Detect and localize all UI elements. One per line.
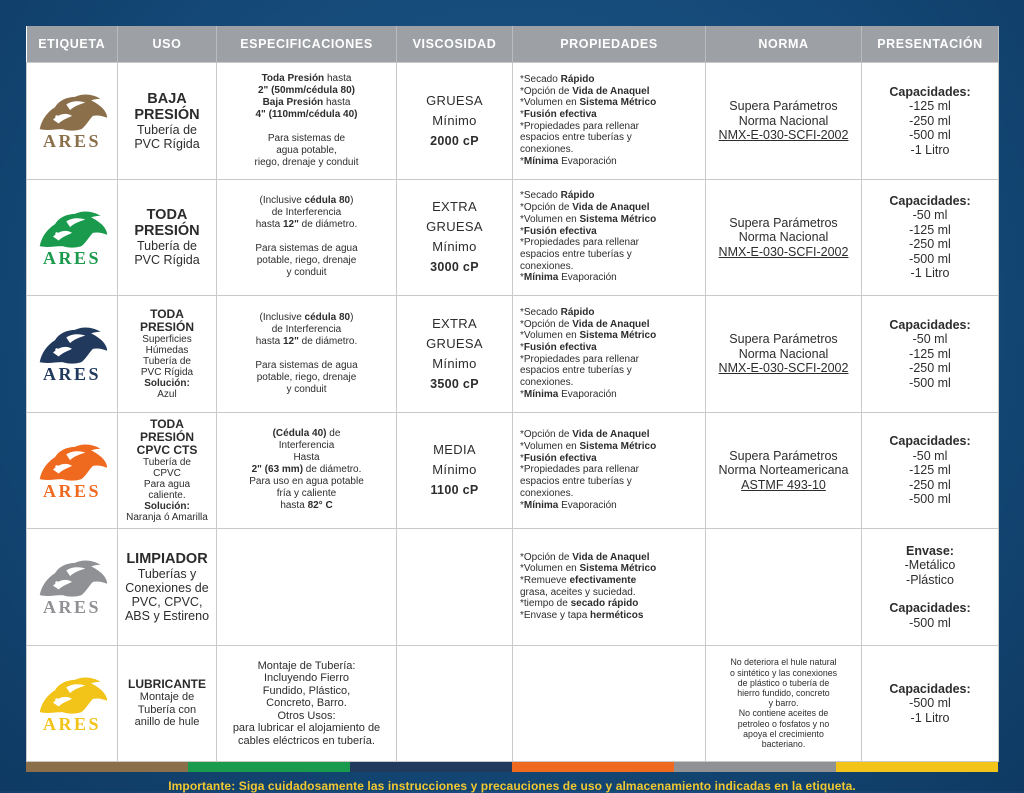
uso-title: PRESIÓN — [139, 319, 194, 334]
capacity-item: -500 ml — [909, 696, 951, 710]
brand-name: ARES — [42, 364, 101, 385]
label-cell — [27, 412, 118, 529]
spec-cell — [217, 412, 397, 529]
spec-line: hasta 82° C — [280, 500, 333, 512]
property-line: *Opción de Vida de Anaquel — [520, 429, 650, 441]
viscosity-min-label: Mínimo — [432, 355, 477, 371]
viscosity-cell — [397, 179, 513, 296]
uso-text: Para agua — [143, 478, 191, 490]
property-line: *Secado Rápido — [520, 306, 595, 318]
horse-head-icon — [34, 557, 110, 601]
norma-line: bacteriano. — [761, 738, 806, 749]
spec-line: 2" (63 mm) de diámetro. — [251, 464, 362, 476]
horse-head-icon — [34, 324, 110, 368]
capacity-item: -250 ml — [909, 113, 951, 128]
property-line: *Volumen en Sistema Métrico — [520, 213, 657, 225]
brand-name: ARES — [42, 247, 101, 268]
label-cell — [27, 63, 118, 180]
property-line: *Mínima Evaporación — [520, 155, 617, 167]
viscosity-type: EXTRA — [432, 315, 477, 331]
spec-line: Montaje de Tubería: — [257, 659, 356, 672]
capacity-item: -250 ml — [909, 477, 951, 492]
capacity-item: -125 ml — [909, 346, 951, 361]
container-item: -Metálico — [904, 558, 956, 572]
capacity-item: -1 Litro — [910, 710, 950, 725]
uso-cell — [118, 529, 217, 646]
uso-text: Tubería de — [137, 122, 197, 137]
label-cell — [27, 179, 118, 296]
uso-title: PRESIÓN — [139, 429, 194, 444]
footer-note: Importante: Siga cuidadosamente las instrucciones y precauciones de uso y almacenamiento indicadas en la etiqueta. — [168, 779, 856, 793]
capacity-item: -50 ml — [912, 448, 948, 463]
horse-head-icon — [34, 674, 110, 718]
uso-text: PVC, CPVC, — [131, 594, 203, 609]
label-cell — [27, 529, 118, 646]
norma-line: No deteriora el hule natural — [730, 657, 837, 668]
ares-logo-green — [27, 208, 117, 267]
property-line: *Mínima Evaporación — [520, 272, 617, 284]
viscosity-min-label: Mínimo — [432, 112, 477, 128]
spec-line: Para sistemas de — [267, 132, 346, 144]
spec-line: potable, riego, drenaje — [256, 255, 357, 267]
property-line: *Volumen en Sistema Métrico — [520, 563, 657, 575]
label-cell — [27, 296, 118, 413]
uso-text: Montaje de — [139, 691, 195, 703]
property-line: *Fusión efectiva — [520, 225, 597, 237]
presentation-cell — [862, 179, 999, 296]
norma-line: Supera Parámetros — [729, 448, 838, 463]
capacity-item: -50 ml — [912, 208, 948, 223]
viscosity-value: 3500 cP — [430, 376, 479, 391]
stripe-brown — [26, 762, 188, 772]
uso-text: Conexiones de — [125, 580, 209, 595]
property-line: *Remueve efectivamente — [520, 575, 637, 587]
presentation-cell — [862, 296, 999, 413]
property-line: *Volumen en Sistema Métrico — [520, 97, 657, 109]
spec-line: (Inclusive cédula 80) — [259, 311, 354, 323]
spec-cell — [217, 179, 397, 296]
viscosity-min-label: Mínimo — [432, 239, 477, 255]
capacities-label: Capacidades: — [889, 317, 971, 332]
norma-cell — [706, 296, 862, 413]
capacities-label: Capacidades: — [889, 681, 971, 696]
norma-cell — [706, 645, 862, 762]
brand-name: ARES — [42, 480, 101, 501]
container-item: -Plástico — [906, 572, 954, 587]
spec-line: hasta 12" de diámetro. — [255, 335, 358, 347]
norma-line: o sintético y las conexiones — [729, 667, 838, 678]
header-viscosidad: VISCOSIDAD — [397, 26, 513, 63]
table-row — [27, 296, 999, 413]
property-line: *Envase y tapa herméticos — [520, 610, 644, 622]
table-row — [27, 529, 999, 646]
property-line: *Opción de Vida de Anaquel — [520, 318, 650, 330]
spec-line: 2" (50mm/cédula 80) — [257, 84, 355, 96]
brand-name: ARES — [42, 131, 101, 152]
uso-cell — [118, 179, 217, 296]
viscosity-value: 3000 cP — [430, 260, 479, 275]
uso-text: Superficies — [142, 333, 192, 345]
stripe-orange — [512, 762, 674, 772]
norma-code: NMX-E-030-SCFI-2002 — [718, 244, 849, 259]
property-line: grasa, aceites y suciedad. — [520, 586, 636, 598]
horse-head-icon — [34, 208, 110, 252]
property-line: *Opción de Vida de Anaquel — [520, 551, 650, 563]
label-cell — [27, 645, 118, 762]
uso-solution-label: Solución: — [144, 500, 190, 512]
viscosity-type: GRUESA — [426, 335, 483, 351]
property-line: *Mínima Evaporación — [520, 499, 617, 511]
uso-title: PRESIÓN — [134, 106, 200, 123]
horse-head-icon — [34, 91, 110, 135]
spec-line: Incluyendo Fierro — [264, 672, 349, 684]
capacity-item: -125 ml — [909, 99, 951, 113]
property-line: espacios entre tuberías y — [520, 132, 632, 144]
property-line: *Propiedades para rellenar — [520, 464, 639, 476]
property-line: *Propiedades para rellenar — [520, 353, 639, 365]
norma-line: Norma Norteamericana — [718, 463, 849, 477]
stripe-green — [188, 762, 350, 772]
spec-line: potable, riego, drenaje — [256, 371, 357, 383]
norma-line: No contiene aceites de — [738, 708, 829, 719]
norma-line: Norma Nacional — [738, 346, 829, 361]
spec-cell — [217, 296, 397, 413]
spec-line: 4" (110mm/cédula 40) — [255, 108, 358, 120]
norma-code: NMX-E-030-SCFI-2002 — [718, 128, 849, 142]
norma-line: Supera Parámetros — [729, 215, 838, 230]
norma-line: Supera Parámetros — [729, 332, 838, 346]
horse-head-icon — [34, 441, 110, 485]
uso-title: CPVC CTS — [136, 442, 198, 457]
container-label: Envase: — [906, 543, 954, 558]
spec-line: y conduit — [286, 383, 327, 395]
viscosity-type: GRUESA — [426, 219, 483, 235]
spec-line: Toda Presión hasta — [261, 72, 352, 84]
uso-title: TODA — [150, 416, 184, 431]
spec-cell — [217, 529, 397, 646]
uso-text: Tubería de — [137, 239, 197, 254]
uso-title: LIMPIADOR — [126, 550, 208, 567]
property-line: conexiones. — [520, 487, 574, 499]
property-line: conexiones. — [520, 377, 574, 389]
presentation-cell — [862, 63, 999, 180]
capacity-item: -50 ml — [912, 332, 948, 346]
spec-line: fría y caliente — [276, 488, 337, 500]
ares-logo-navy — [27, 324, 117, 383]
spec-line: Fundido, Plástico, — [262, 684, 351, 697]
table-header-row — [27, 26, 999, 63]
property-line: *Secado Rápido — [520, 190, 595, 202]
spec-line: (Inclusive cédula 80) — [259, 195, 354, 207]
uso-solution-value: Naranja ó Amarilla — [126, 511, 208, 523]
spec-line: cables eléctricos en tubería. — [238, 734, 375, 747]
properties-cell — [513, 179, 706, 296]
presentation-cell — [862, 529, 999, 646]
capacity-item: -1 Litro — [910, 266, 950, 281]
table-row — [27, 645, 999, 762]
capacity-item: -250 ml — [909, 361, 951, 375]
uso-text: Tuberías y — [137, 566, 197, 581]
header-presentacion: PRESENTACIÓN — [862, 26, 999, 63]
uso-title: LUBRICANTE — [128, 677, 206, 691]
viscosity-cell — [397, 645, 513, 762]
uso-text: Tubería de — [143, 456, 191, 468]
spec-line: y conduit — [286, 267, 327, 279]
spec-line: hasta 12" de diámetro. — [255, 219, 358, 231]
spec-line: de Interferencia — [271, 207, 342, 219]
property-line: espacios entre tuberías y — [520, 365, 632, 377]
properties-cell — [513, 412, 706, 529]
property-line: *Volumen en Sistema Métrico — [520, 330, 657, 342]
norma-code: ASTMF 493-10 — [741, 477, 826, 492]
uso-text: Tubería de — [143, 355, 191, 367]
norma-code: NMX-E-030-SCFI-2002 — [718, 361, 849, 375]
spec-line: (Cédula 40) de — [272, 428, 341, 440]
spec-cell — [217, 63, 397, 180]
color-stripe — [26, 762, 998, 772]
uso-title: PRESIÓN — [134, 223, 200, 240]
properties-cell — [513, 645, 706, 762]
property-line: *Fusión efectiva — [520, 109, 597, 121]
capacity-item: -500 ml — [909, 615, 951, 630]
property-line: *Propiedades para rellenar — [520, 120, 639, 132]
capacities-label: Capacidades: — [889, 434, 971, 448]
uso-text: Tubería con — [137, 703, 197, 716]
viscosity-type: GRUESA — [426, 92, 483, 108]
ares-logo-gray — [27, 557, 117, 616]
norma-line: Norma Nacional — [738, 230, 829, 244]
uso-cell — [118, 296, 217, 413]
property-line: conexiones. — [520, 260, 574, 272]
uso-text: PVC Rígida — [134, 136, 200, 151]
property-line: *Fusión efectiva — [520, 342, 597, 354]
brand-name: ARES — [42, 597, 101, 618]
uso-solution-value: Azul — [157, 388, 177, 400]
header-uso: USO — [118, 26, 217, 63]
norma-line: hierro fundido, concreto — [737, 687, 830, 698]
header-etiqueta: ETIQUETA — [27, 26, 118, 63]
uso-text: Húmedas — [145, 344, 189, 356]
uso-text: anillo de hule — [134, 716, 200, 728]
property-line: espacios entre tuberías y — [520, 248, 632, 260]
property-line: espacios entre tuberías y — [520, 476, 632, 488]
property-line: *tiempo de secado rápido — [520, 598, 639, 610]
viscosity-cell — [397, 412, 513, 529]
norma-cell — [706, 179, 862, 296]
ares-logo-brown — [27, 91, 117, 150]
property-line: *Volumen en Sistema Métrico — [520, 440, 657, 452]
uso-solution-label: Solución: — [144, 377, 190, 389]
properties-cell — [513, 529, 706, 646]
capacity-item: -500 ml — [909, 251, 951, 266]
norma-line: de plástico o tubería de — [737, 677, 830, 688]
product-table — [26, 26, 999, 762]
stripe-yellow — [836, 762, 998, 772]
table-row — [27, 412, 999, 529]
viscosity-type: EXTRA — [432, 199, 477, 215]
uso-text: ABS y Estireno — [124, 608, 210, 623]
stripe-navy — [350, 762, 512, 772]
capacity-item: -500 ml — [909, 375, 951, 390]
property-line: *Fusión efectiva — [520, 452, 597, 464]
uso-title: TODA — [150, 306, 184, 321]
spec-line: Para sistemas de agua — [255, 359, 358, 371]
norma-line: y barro. — [768, 698, 799, 709]
viscosity-cell — [397, 529, 513, 646]
uso-text: caliente. — [148, 489, 186, 501]
ares-logo-orange — [27, 441, 117, 500]
norma-line: apoya el crecimiento — [743, 728, 824, 739]
uso-text: CPVC — [153, 467, 181, 479]
capacity-item: -125 ml — [909, 463, 951, 477]
spec-line: para lubricar el alojamiento de — [232, 722, 381, 734]
norma-line: Norma Nacional — [738, 113, 829, 128]
brand-name: ARES — [42, 713, 101, 734]
capacities-label: Capacidades: — [889, 601, 971, 615]
viscosity-cell — [397, 63, 513, 180]
spec-line: Concreto, Barro. — [266, 697, 347, 709]
spec-line: agua potable, — [276, 144, 337, 156]
product-table-panel — [26, 26, 998, 793]
header-especificaciones: ESPECIFICACIONES — [217, 26, 397, 63]
spec-line: Otros Usos: — [277, 709, 336, 722]
spec-line: Interferencia — [278, 440, 335, 452]
norma-line: Supera Parámetros — [729, 99, 838, 113]
uso-text: PVC Rígida — [134, 253, 200, 268]
capacity-item: -250 ml — [909, 237, 951, 252]
capacity-item: -500 ml — [909, 128, 951, 142]
spec-line: de Interferencia — [271, 323, 342, 335]
presentation-cell — [862, 645, 999, 762]
property-line: *Secado Rápido — [520, 73, 595, 85]
table-row — [27, 179, 999, 296]
ares-logo-yellow — [27, 674, 117, 733]
property-line: *Mínima Evaporación — [520, 388, 617, 400]
properties-cell — [513, 63, 706, 180]
capacities-label: Capacidades: — [889, 193, 971, 208]
norma-line: petroleo o fosfatos y no — [737, 718, 830, 729]
spec-cell — [217, 645, 397, 762]
property-line: conexiones. — [520, 144, 574, 156]
table-row — [27, 63, 999, 180]
property-line: *Propiedades para rellenar — [520, 237, 639, 249]
viscosity-cell — [397, 296, 513, 413]
uso-title: TODA — [146, 207, 188, 224]
capacities-label: Capacidades: — [889, 84, 971, 99]
uso-cell — [118, 412, 217, 529]
spec-line: Baja Presión hasta — [262, 96, 351, 108]
viscosity-min-label: Mínimo — [432, 462, 477, 478]
uso-cell — [118, 63, 217, 180]
spec-line: riego, drenaje y conduit — [254, 156, 359, 168]
presentation-cell — [862, 412, 999, 529]
norma-cell — [706, 63, 862, 180]
uso-cell — [118, 645, 217, 762]
capacity-item: -500 ml — [909, 492, 951, 506]
header-norma: NORMA — [706, 26, 862, 63]
viscosity-value: 1100 cP — [430, 483, 479, 498]
spec-line: Para uso en agua potable — [249, 476, 364, 488]
property-line: *Opción de Vida de Anaquel — [520, 85, 650, 97]
property-line: *Opción de Vida de Anaquel — [520, 202, 650, 214]
viscosity-value: 2000 cP — [430, 133, 479, 148]
norma-cell — [706, 529, 862, 646]
uso-text: PVC Rígida — [140, 366, 194, 378]
header-propiedades: PROPIEDADES — [513, 26, 706, 63]
capacity-item: -1 Litro — [910, 142, 950, 157]
viscosity-type: MEDIA — [433, 442, 476, 458]
properties-cell — [513, 296, 706, 413]
norma-cell — [706, 412, 862, 529]
spec-line: Para sistemas de agua — [255, 243, 358, 255]
capacity-item: -125 ml — [909, 222, 951, 237]
uso-title: BAJA — [147, 90, 187, 107]
stripe-gray — [674, 762, 836, 772]
spec-line: Hasta — [293, 452, 320, 464]
